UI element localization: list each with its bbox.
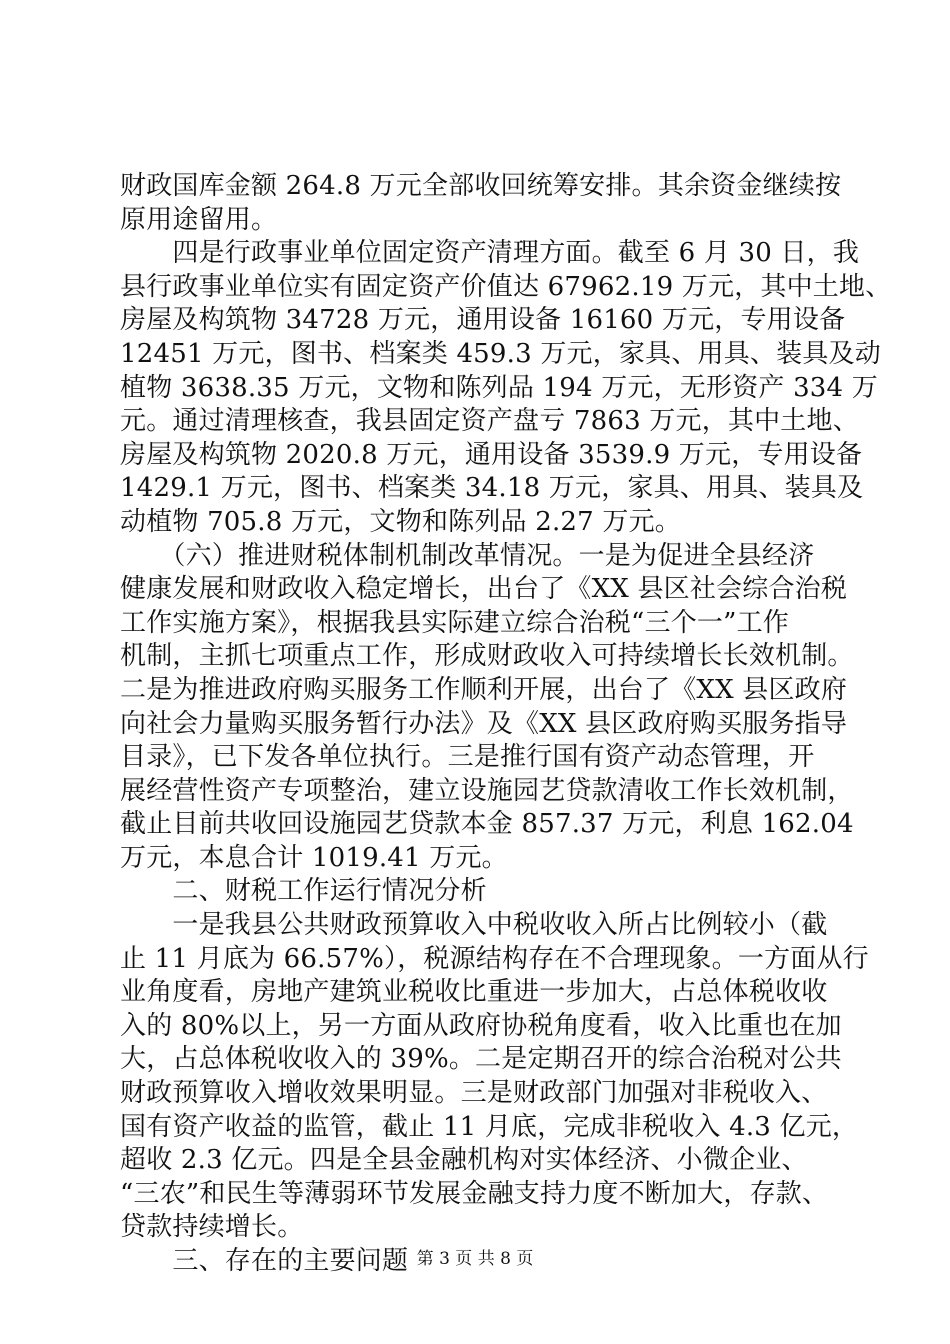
text-line: “三农”和民生等薄弱环节发展金融支持力度不断加大，存款、	[120, 1178, 829, 1209]
text-line: 财政预算收入增收效果明显。三是财政部门加强对非税收入、	[120, 1078, 828, 1109]
text-line: 向社会力量购买服务暂行办法》及《XX 县区政府购买服务指导	[120, 708, 848, 739]
text-line: 动植物 705.8 万元，文物和陈列品 2.27 万元。	[120, 506, 681, 537]
text-line: （六）推进财税体制机制改革情况。一是为促进全县经济	[120, 540, 815, 571]
text-line: 1429.1 万元，图书、档案类 34.18 万元，家具、用具、装具及	[120, 473, 864, 504]
text-line: 超收 2.3 亿元。四是全县金融机构对实体经济、小微企业、	[120, 1145, 808, 1176]
text-line: 二、财税工作运行情况分析	[120, 876, 487, 907]
text-line: 三、存在的主要问题	[120, 1246, 409, 1276]
text-line: 业角度看，房地产建筑业税收比重进一步加大，占总体税收收	[120, 977, 828, 1008]
text-line: 展经营性资产专项整治，建立设施园艺贷款清收工作长效机制，	[120, 775, 854, 806]
document-body	[120, 170, 892, 1279]
text-line: 二是为推进政府购买服务工作顺利开展，出台了《XX 县区政府	[120, 674, 848, 705]
text-line: 国有资产收益的监管，截止 11 月底，完成非税收入 4.3 亿元，	[120, 1111, 859, 1142]
text-line: 四是行政事业单位固定资产清理方面。截至 6 月 30 日，我	[120, 238, 860, 269]
text-line: 县行政事业单位实有固定资产价值达 67962.19 万元，其中土地、	[120, 271, 892, 302]
text-line: 工作实施方案》，根据我县实际建立综合治税“三个一”工作	[120, 607, 789, 638]
text-line: 大，占总体税收收入的 39%。二是定期召开的综合治税对公共	[120, 1044, 842, 1075]
text-line: 12451 万元，图书、档案类 459.3 万元，家具、用具、装具及动	[120, 338, 881, 369]
text-line: 健康发展和财政收入稳定增长，出台了《XX 县区社会综合治税	[120, 574, 848, 605]
text-line: 一是我县公共财政预算收入中税收收入所占比例较小（截	[120, 910, 828, 941]
text-line: 目录》，已下发各单位执行。三是推行国有资产动态管理，开	[120, 742, 815, 773]
text-line: 原用途留用。	[120, 204, 278, 235]
text-line: 入的 80%以上，另一方面从政府协税角度看，收入比重也在加	[120, 1010, 842, 1041]
text-line: 财政国库金额 264.8 万元全部收回统筹安排。其余资金继续按	[120, 171, 842, 201]
text-line: 万元，本息合计 1019.41 万元。	[120, 842, 508, 873]
text-line: 房屋及构筑物 2020.8 万元，通用设备 3539.9 万元，专用设备	[120, 439, 863, 470]
page-footer: 第 3 页 共 8 页	[416, 1249, 534, 1269]
text-line: 元。通过清理核查，我县固定资产盘亏 7863 万元，其中土地、	[120, 406, 859, 437]
text-line: 植物 3638.35 万元，文物和陈列品 194 万元，无形资产 334 万	[120, 372, 878, 403]
text-line: 机制，主抓七项重点工作，形成财政收入可持续增长长效机制。	[120, 641, 854, 672]
text-line: 贷款持续增长。	[120, 1212, 304, 1243]
text-line: 房屋及构筑物 34728 万元，通用设备 16160 万元，专用设备	[120, 305, 846, 336]
text-line: 截止目前共收回设施园艺贷款本金 857.37 万元，利息 162.04	[120, 809, 854, 840]
text-line: 止 11 月底为 66.57%），税源结构存在不合理现象。一方面从行	[120, 943, 869, 974]
